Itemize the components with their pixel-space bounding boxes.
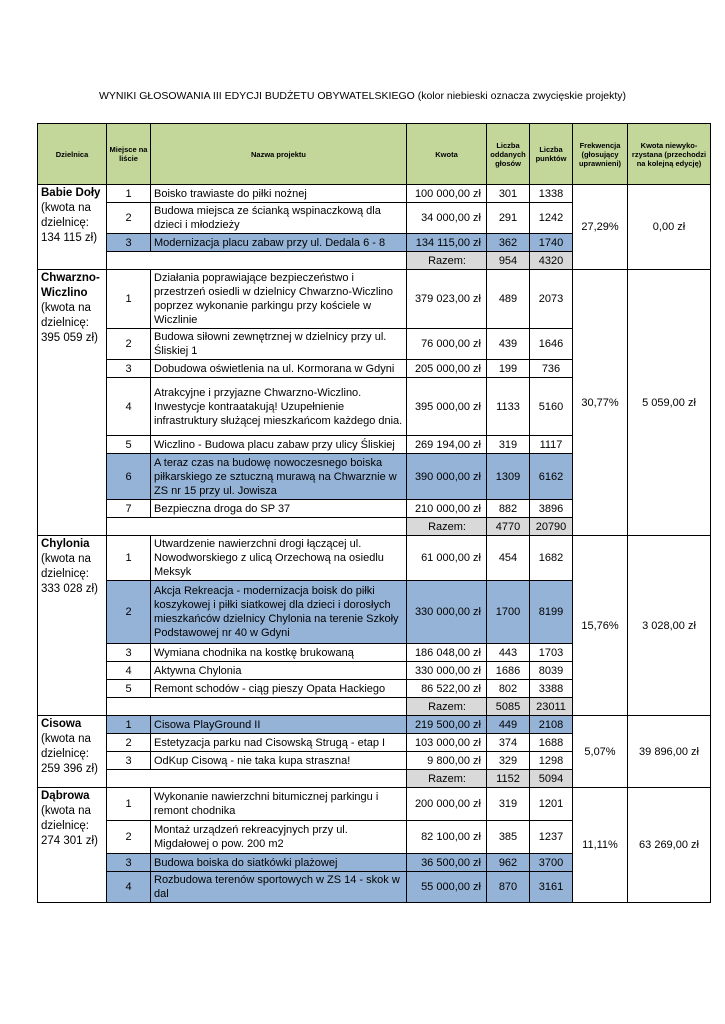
table-row <box>38 185 711 203</box>
district-name: Cisowa <box>41 718 82 730</box>
district-cell <box>38 185 107 270</box>
project-votes: 870 <box>487 872 530 903</box>
project-place: 4 <box>107 662 151 680</box>
project-amount: 205 000,00 zł <box>407 360 487 378</box>
project-amount: 134 115,00 zł <box>407 234 487 252</box>
project-votes: 199 <box>487 360 530 378</box>
project-place: 4 <box>107 378 151 436</box>
remaining-cell: 5 059,00 zł <box>628 270 711 536</box>
project-amount: 100 000,00 zł <box>407 185 487 203</box>
sum-points: 4320 <box>530 252 573 270</box>
remaining-cell: 0,00 zł <box>628 185 711 270</box>
project-name: OdKup Cisową - nie taka kupa straszna! <box>151 752 407 770</box>
district-name: Chylonia <box>41 538 90 550</box>
project-place: 3 <box>107 854 151 872</box>
results-table <box>37 123 711 903</box>
district-quota: (kwota na dzielnicę: 274 301 zł) <box>41 805 98 847</box>
turnout-cell: 11,11% <box>573 788 628 903</box>
turnout-cell: 30,77% <box>573 270 628 536</box>
sum-empty <box>107 252 407 270</box>
district-quota: (kwota na dzielnicę: 259 396 zł) <box>41 733 98 775</box>
project-points: 2073 <box>530 270 573 329</box>
project-votes: 489 <box>487 270 530 329</box>
project-amount: 55 000,00 zł <box>407 872 487 903</box>
district-quota: (kwota na dzielnicę: 333 028 zł) <box>41 553 98 595</box>
project-name: Dobudowa oświetlenia na ul. Kormorana w Gdyni <box>151 360 407 378</box>
project-place: 2 <box>107 581 151 644</box>
project-votes: 1700 <box>487 581 530 644</box>
project-votes: 1686 <box>487 662 530 680</box>
header-name: Nazwa projektu <box>151 124 407 185</box>
project-points: 1682 <box>530 536 573 581</box>
project-name: Budowa siłowni zewnętrznej w dzielnicy przy ul. Śliskiej 1 <box>151 329 407 360</box>
header-remaining: Kwota niewyko-rzystana (przechodzi na kolejną edycję) <box>628 124 711 185</box>
header-place: Miejsce na liście <box>107 124 151 185</box>
project-points: 8199 <box>530 581 573 644</box>
sum-empty <box>107 698 407 716</box>
sum-points: 23011 <box>530 698 573 716</box>
table-row <box>38 270 711 329</box>
project-place: 2 <box>107 821 151 854</box>
project-name: Akcja Rekreacja - modernizacja boisk do piłki koszykowej i piłki siatkowej dla dzieci i dorosłych mieszkańców dzielnicy Chylonia na terenie Szkoły Podstawowej nr 40 w Gdyni <box>151 581 407 644</box>
remaining-cell: 39 896,00 zł <box>628 716 711 788</box>
project-amount: 61 000,00 zł <box>407 536 487 581</box>
project-points: 3388 <box>530 680 573 698</box>
project-points: 736 <box>530 360 573 378</box>
project-votes: 385 <box>487 821 530 854</box>
project-name: Modernizacja placu zabaw przy ul. Dedala 6 - 8 <box>151 234 407 252</box>
project-amount: 76 000,00 zł <box>407 329 487 360</box>
project-name: Bezpieczna droga do SP 37 <box>151 500 407 518</box>
project-amount: 9 800,00 zł <box>407 752 487 770</box>
project-name: Atrakcyjne i przyjazne Chwarzno-Wiczlino. Inwestycje kontraatakują! Uzupełnienie infrastruktury służącej mieszkańcom każdego dnia. <box>151 378 407 436</box>
project-place: 3 <box>107 644 151 662</box>
project-name: Cisowa PlayGround II <box>151 716 407 734</box>
project-amount: 379 023,00 zł <box>407 270 487 329</box>
project-amount: 86 522,00 zł <box>407 680 487 698</box>
project-votes: 454 <box>487 536 530 581</box>
project-votes: 1133 <box>487 378 530 436</box>
remaining-cell: 63 269,00 zł <box>628 788 711 903</box>
project-place: 4 <box>107 872 151 903</box>
district-cell <box>38 270 107 536</box>
project-amount: 200 000,00 zł <box>407 788 487 821</box>
project-place: 1 <box>107 788 151 821</box>
sum-votes: 954 <box>487 252 530 270</box>
project-amount: 210 000,00 zł <box>407 500 487 518</box>
project-name: A teraz czas na budowę nowoczesnego boiska piłkarskiego ze sztuczną murawą na Chwarznie w ZS nr 15 przy ul. Jowisza <box>151 454 407 500</box>
district-cell <box>38 716 107 788</box>
project-points: 1298 <box>530 752 573 770</box>
project-points: 3700 <box>530 854 573 872</box>
district-quota: (kwota na dzielnicę: 395 059 zł) <box>41 302 98 344</box>
project-votes: 439 <box>487 329 530 360</box>
project-points: 3896 <box>530 500 573 518</box>
project-name: Estetyzacja parku nad Cisowską Strugą - etap I <box>151 734 407 752</box>
project-points: 3161 <box>530 872 573 903</box>
project-name: Montaż urządzeń rekreacyjnych przy ul. Migdałowej o pow. 200 m2 <box>151 821 407 854</box>
project-name: Aktywna Chylonia <box>151 662 407 680</box>
project-points: 2108 <box>530 716 573 734</box>
sum-votes: 5085 <box>487 698 530 716</box>
project-votes: 802 <box>487 680 530 698</box>
project-votes: 362 <box>487 234 530 252</box>
project-amount: 36 500,00 zł <box>407 854 487 872</box>
project-name: Utwardzenie nawierzchni drogi łączącej ul. Nowodworskiego z ulicą Orzechową na osiedlu Meksyk <box>151 536 407 581</box>
project-name: Wykonanie nawierzchni bitumicznej parkingu i remont chodnika <box>151 788 407 821</box>
results-body <box>38 185 711 903</box>
header-turnout: Frekwencja (głosujący uprawnieni) <box>573 124 628 185</box>
project-place: 3 <box>107 752 151 770</box>
project-place: 2 <box>107 203 151 234</box>
project-name: Budowa miejsca ze ścianką wspinaczkową dla dzieci i młodzieży <box>151 203 407 234</box>
project-amount: 34 000,00 zł <box>407 203 487 234</box>
turnout-cell: 5,07% <box>573 716 628 788</box>
table-row <box>38 788 711 821</box>
project-place: 2 <box>107 329 151 360</box>
sum-label: Razem: <box>407 518 487 536</box>
project-amount: 219 500,00 zł <box>407 716 487 734</box>
project-name: Boisko trawiaste do piłki nożnej <box>151 185 407 203</box>
sum-label: Razem: <box>407 698 487 716</box>
project-name: Wymiana chodnika na kostkę brukowaną <box>151 644 407 662</box>
project-votes: 962 <box>487 854 530 872</box>
remaining-cell: 3 028,00 zł <box>628 536 711 716</box>
project-votes: 329 <box>487 752 530 770</box>
project-place: 5 <box>107 436 151 454</box>
header-votes: Liczba oddanych głosów <box>487 124 530 185</box>
project-place: 1 <box>107 536 151 581</box>
sum-votes: 4770 <box>487 518 530 536</box>
project-place: 1 <box>107 716 151 734</box>
project-place: 2 <box>107 734 151 752</box>
project-votes: 374 <box>487 734 530 752</box>
project-points: 1242 <box>530 203 573 234</box>
project-points: 1688 <box>530 734 573 752</box>
sum-points: 20790 <box>530 518 573 536</box>
project-points: 1703 <box>530 644 573 662</box>
project-votes: 319 <box>487 788 530 821</box>
project-points: 1201 <box>530 788 573 821</box>
sum-votes: 1152 <box>487 770 530 788</box>
project-amount: 390 000,00 zł <box>407 454 487 500</box>
project-points: 8039 <box>530 662 573 680</box>
project-amount: 330 000,00 zł <box>407 581 487 644</box>
project-points: 1646 <box>530 329 573 360</box>
project-name: Rozbudowa terenów sportowych w ZS 14 - skok w dal <box>151 872 407 903</box>
project-name: Budowa boiska do siatkówki plażowej <box>151 854 407 872</box>
district-name: Babie Doły <box>41 187 101 199</box>
project-place: 3 <box>107 234 151 252</box>
sum-points: 5094 <box>530 770 573 788</box>
page-title: WYNIKI GŁOSOWANIA III EDYCJI BUDŻETU OBYWATELSKIEGO (kolor niebieski oznacza zwycięskie projekty) <box>98 90 627 102</box>
header-district: Dzielnica <box>38 124 107 185</box>
project-votes: 1309 <box>487 454 530 500</box>
project-name: Wiczlino - Budowa placu zabaw przy ulicy Śliskiej <box>151 436 407 454</box>
project-votes: 319 <box>487 436 530 454</box>
project-votes: 449 <box>487 716 530 734</box>
table-row <box>38 536 711 581</box>
sum-empty <box>107 518 407 536</box>
project-amount: 186 048,00 zł <box>407 644 487 662</box>
project-name: Remont schodów - ciąg pieszy Opata Hackiego <box>151 680 407 698</box>
project-amount: 269 194,00 zł <box>407 436 487 454</box>
district-name: Chwarzno-Wiczlino <box>41 272 100 299</box>
project-place: 6 <box>107 454 151 500</box>
table-row <box>38 716 711 734</box>
sum-label: Razem: <box>407 770 487 788</box>
project-votes: 443 <box>487 644 530 662</box>
turnout-cell: 27,29% <box>573 185 628 270</box>
project-votes: 882 <box>487 500 530 518</box>
project-amount: 395 000,00 zł <box>407 378 487 436</box>
project-amount: 330 000,00 zł <box>407 662 487 680</box>
header-points: Liczba punktów <box>530 124 573 185</box>
sum-empty <box>107 770 407 788</box>
project-place: 7 <box>107 500 151 518</box>
project-points: 1237 <box>530 821 573 854</box>
project-points: 1117 <box>530 436 573 454</box>
header-row <box>38 124 711 185</box>
district-cell <box>38 536 107 716</box>
project-place: 5 <box>107 680 151 698</box>
project-place: 1 <box>107 270 151 329</box>
project-amount: 103 000,00 zł <box>407 734 487 752</box>
project-votes: 301 <box>487 185 530 203</box>
header-amount: Kwota <box>407 124 487 185</box>
turnout-cell: 15,76% <box>573 536 628 716</box>
project-points: 1740 <box>530 234 573 252</box>
district-cell <box>38 788 107 903</box>
project-points: 6162 <box>530 454 573 500</box>
project-name: Działania poprawiające bezpieczeństwo i przestrzeń osiedli w dzielnicy Chwarzno-Wiczlino poprzez wykonanie parkingu przy kościele w Wiczlinie <box>151 270 407 329</box>
project-votes: 291 <box>487 203 530 234</box>
district-quota: (kwota na dzielnicę: 134 115 zł) <box>41 202 98 244</box>
project-place: 1 <box>107 185 151 203</box>
sum-label: Razem: <box>407 252 487 270</box>
project-points: 1338 <box>530 185 573 203</box>
project-place: 3 <box>107 360 151 378</box>
project-points: 5160 <box>530 378 573 436</box>
district-name: Dąbrowa <box>41 790 90 802</box>
project-amount: 82 100,00 zł <box>407 821 487 854</box>
